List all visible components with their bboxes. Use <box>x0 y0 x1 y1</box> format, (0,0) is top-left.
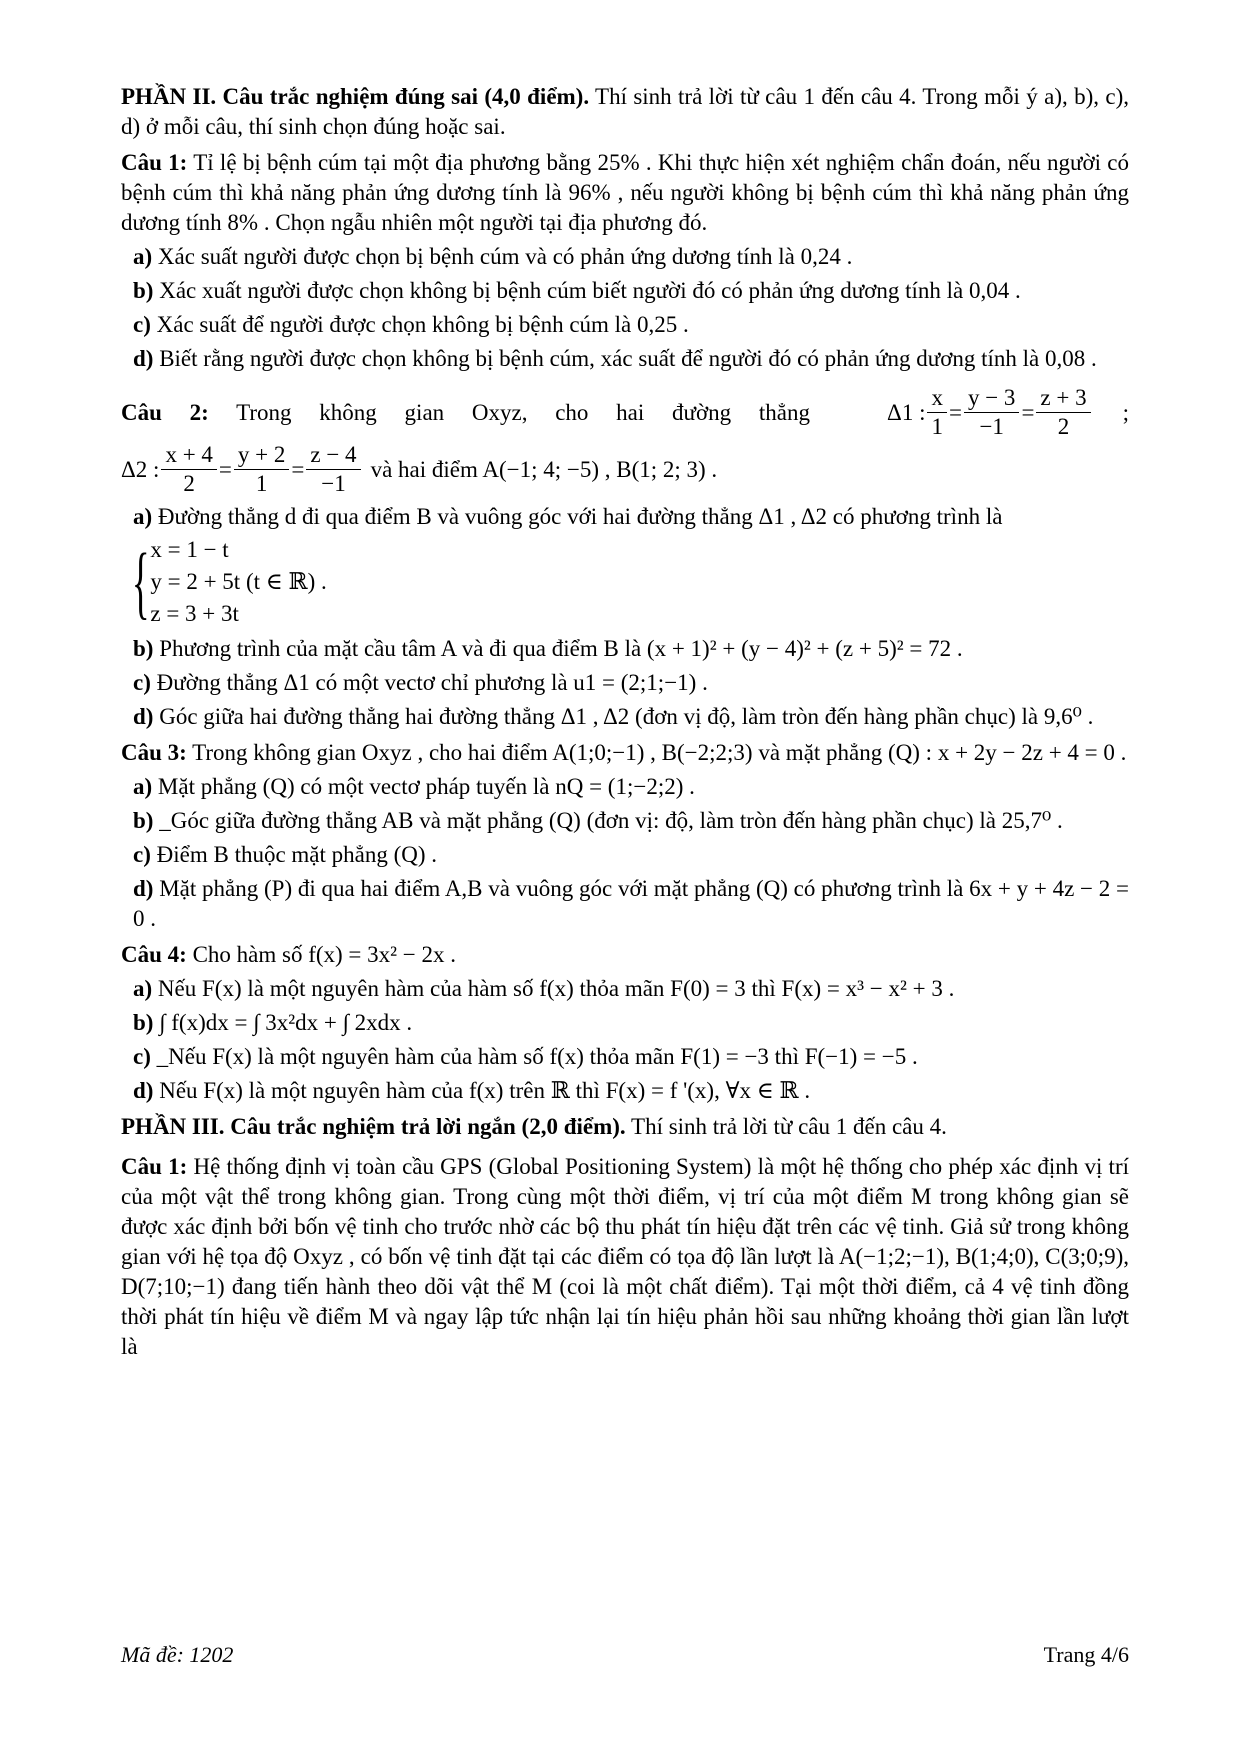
line-delta1: Δ1 : $\frac{x}{1}$ = $\frac{y - 3}{-1}$ = $\frac{z + 3}{2}$ ; <box>887 385 1129 439</box>
part3-question-1-label: Câu 1: <box>121 1154 188 1179</box>
denominator: 1 <box>255 471 268 496</box>
denominator: 2 <box>1057 414 1070 439</box>
question-2-points: và hai điểm A(−1; 4; −5) , B(1; 2; 3) . <box>370 456 718 482</box>
question-4-text: Cho hàm số f(x) = 3x² − 2x . <box>192 942 457 967</box>
question-2 <box>121 384 1129 498</box>
parametric-system <box>121 534 327 630</box>
part3-title: PHẦN III. Câu trắc nghiệm trả lời ngắn (2,0 điểm). <box>121 1114 626 1139</box>
q1-option-c <box>121 310 1129 340</box>
option-text: Nếu F(x) là một nguyên hàm của f(x) trên ℝ thì F(x) = f '(x), ∀x ∈ ℝ . <box>159 1078 811 1103</box>
fraction <box>1036 384 1090 441</box>
question-2-intro: Trong không gian Oxyz, cho hai đường thẳng <box>236 399 811 425</box>
option-text: Mặt phẳng (P) đi qua hai điểm A,B và vuông góc với mặt phẳng (Q) có phương trình là 6x + y + 4z − 2 = 0 . <box>133 876 1129 931</box>
option-label: a) <box>133 976 153 1001</box>
fraction <box>234 441 289 498</box>
q3-option-a <box>121 772 1129 802</box>
page-number: Trang 4/6 <box>1043 1642 1129 1667</box>
option-label: a) <box>133 774 153 799</box>
part2-title: PHẦN II. Câu trắc nghiệm đúng sai (4,0 điểm). <box>121 84 590 109</box>
part2-instructions: Thí sinh trả lời từ câu 1 đến câu 4. Trong mỗi ý a), b), c), d) ở mỗi câu, thí sinh chọn đúng hoặc sai. <box>121 84 1129 139</box>
denominator: 1 <box>931 414 943 439</box>
separator: ; <box>1122 399 1129 425</box>
option-text: Xác suất để người được chọn không bị bệnh cúm là 0,25 . <box>156 312 689 337</box>
numerator: x + 4 <box>161 441 216 470</box>
question-3-label: Câu 3: <box>121 740 187 765</box>
q2-option-b <box>121 634 1129 664</box>
question-1 <box>121 148 1129 238</box>
numerator: z + 3 <box>1036 384 1090 413</box>
option-label: a) <box>133 504 153 529</box>
fraction <box>964 384 1019 441</box>
numerator: y + 2 <box>234 441 289 470</box>
option-text: Nếu F(x) là một nguyên hàm của hàm số f(x) thỏa mãn F(0) = 3 thì F(x) = x³ − x² + 3 . <box>157 976 955 1001</box>
q1-option-a <box>121 242 1129 272</box>
option-label: d) <box>133 1078 154 1103</box>
exam-code: Mã đề: 1202 <box>121 1642 234 1667</box>
denominator: −1 <box>979 414 1004 439</box>
delta1-name: Δ1 : <box>887 399 926 425</box>
question-4 <box>121 940 1129 970</box>
option-label: d) <box>133 876 154 901</box>
option-text: _Nếu F(x) là một nguyên hàm của hàm số f(x) thỏa mãn F(1) = −3 thì F(−1) = −5 . <box>156 1044 918 1069</box>
option-text: Điểm B thuộc mặt phẳng (Q) . <box>156 842 438 867</box>
page-footer <box>121 1640 1129 1670</box>
numerator: x <box>927 384 947 413</box>
option-label: d) <box>133 704 154 729</box>
option-label: a) <box>133 244 153 269</box>
option-text: Xác suất người được chọn bị bệnh cúm và có phản ứng dương tính là 0,24 . <box>157 244 853 269</box>
option-text: _Góc giữa đường thẳng AB và mặt phẳng (Q) (đơn vị: độ, làm tròn đến hàng phần chục) là 25,7⁰ . <box>159 808 1063 833</box>
option-text: Phương trình của mặt cầu tâm A và đi qua điểm B là (x + 1)² + (y − 4)² + (z + 5)² = 72 . <box>159 636 963 661</box>
question-2-label: Câu 2: <box>121 399 209 425</box>
option-label: d) <box>133 346 154 371</box>
numerator: z − 4 <box>306 441 360 470</box>
option-text: Đường thẳng d đi qua điểm B và vuông góc với hai đường thẳng Δ1 , Δ2 có phương trình là <box>157 504 1003 529</box>
option-text: ∫ f(x)dx = ∫ 3x²dx + ∫ 2xdx . <box>159 1010 413 1035</box>
system-line: y = 2 + 5t (t ∈ ℝ) . <box>150 569 327 594</box>
q1-option-b <box>121 276 1129 306</box>
option-text: Mặt phẳng (Q) có một vectơ pháp tuyến là nQ = (1;−2;2) . <box>157 774 695 799</box>
option-label: b) <box>133 636 154 661</box>
option-text: Biết rằng người được chọn không bị bệnh cúm, xác suất để người đó có phản ứng dương tính là 0,08 . <box>159 346 1097 371</box>
q4-option-d <box>121 1076 1129 1106</box>
question-1-label: Câu 1: <box>121 150 188 175</box>
q4-option-a <box>121 974 1129 1004</box>
part3-header <box>121 1112 1129 1142</box>
option-text: Góc giữa hai đường thẳng hai đường thẳng Δ1 , Δ2 (đơn vị độ, làm tròn đến hàng phần chục) là 9,6⁰ . <box>159 704 1094 729</box>
part3-question-1-text: Hệ thống định vị toàn cầu GPS (Global Positioning System) là một hệ thống cho phép xác định vị trí của một vật thể trong không gian. Trong cùng một thời điểm, vị trí của một điểm M trong không gian sẽ được xác định bởi bốn vệ tinh cho trước nhờ các bộ thu phát tín hiệu đặt trên các vệ tinh. Giả sử trong không gian với hệ tọa độ Oxyz , có bốn vệ tinh đặt tại các điểm có tọa độ lần lượt là A(−1;2;−1), B(1;4;0), C(3;0;9), D(7;10;−1) đang tiến hành theo dõi vật thể M (coi là một chất điểm). Tại một thời điểm, cả 4 vệ tinh đồng thời phát tín hiệu về điểm M và ngay lập tức nhận lại tín hiệu phản hồi sau những khoảng thời gian lần lượt là <box>121 1154 1129 1359</box>
option-label: b) <box>133 278 154 303</box>
denominator: −1 <box>321 471 346 496</box>
option-label: c) <box>133 312 151 337</box>
q4-option-b <box>121 1008 1129 1038</box>
line-delta2: Δ2 : $\frac{x + 4}{2}$ = $\frac{y + 2}{1}$ = $\frac{z - 4}{-1}$ <box>121 441 363 498</box>
fraction <box>306 441 360 498</box>
system-line: z = 3 + 3t <box>150 601 239 626</box>
option-label: c) <box>133 842 151 867</box>
question-3 <box>121 738 1129 768</box>
q4-option-c <box>121 1042 1129 1072</box>
option-label: c) <box>133 670 151 695</box>
denominator: 2 <box>183 471 195 496</box>
question-3-text: Trong không gian Oxyz , cho hai điểm A(1;0;−1) , B(−2;2;3) và mặt phẳng (Q) : x + 2y − 2z + 4 = 0 . <box>192 740 1127 765</box>
numerator: y − 3 <box>964 384 1019 413</box>
fraction <box>927 384 947 441</box>
q2-option-c <box>121 668 1129 698</box>
option-label: b) <box>133 808 154 833</box>
part2-header <box>121 82 1129 142</box>
q1-option-d <box>121 344 1129 374</box>
question-1-text: Tỉ lệ bị bệnh cúm tại một địa phương bằng 25% . Khi thực hiện xét nghiệm chẩn đoán, nếu người có bệnh cúm thì khả năng phản ứng dương tính là 96% , nếu người không bị bệnh cúm thì khả năng phản ứng dương tính 8% . Chọn ngẫu nhiên một người tại địa phương đó. <box>121 150 1129 235</box>
brace-icon: { <box>131 536 150 627</box>
delta2-name: Δ2 : <box>121 456 160 482</box>
q3-option-b <box>121 806 1129 836</box>
part3-question-1 <box>121 1152 1129 1362</box>
option-label: b) <box>133 1010 154 1035</box>
q3-option-c <box>121 840 1129 870</box>
option-label: c) <box>133 1044 151 1069</box>
option-text: Đường thẳng Δ1 có một vectơ chỉ phương là u1 = (2;1;−1) . <box>156 670 708 695</box>
q2-option-d <box>121 702 1129 732</box>
fraction <box>161 441 216 498</box>
system-line: x = 1 − t <box>150 537 229 562</box>
q3-option-d <box>121 874 1129 934</box>
exam-page <box>121 82 1129 1362</box>
option-text: Xác xuất người được chọn không bị bệnh cúm biết người đó có phản ứng dương tính là 0,04 . <box>159 278 1021 303</box>
q2-option-a <box>121 502 1129 532</box>
part3-instructions: Thí sinh trả lời từ câu 1 đến câu 4. <box>631 1114 947 1139</box>
question-4-label: Câu 4: <box>121 942 187 967</box>
